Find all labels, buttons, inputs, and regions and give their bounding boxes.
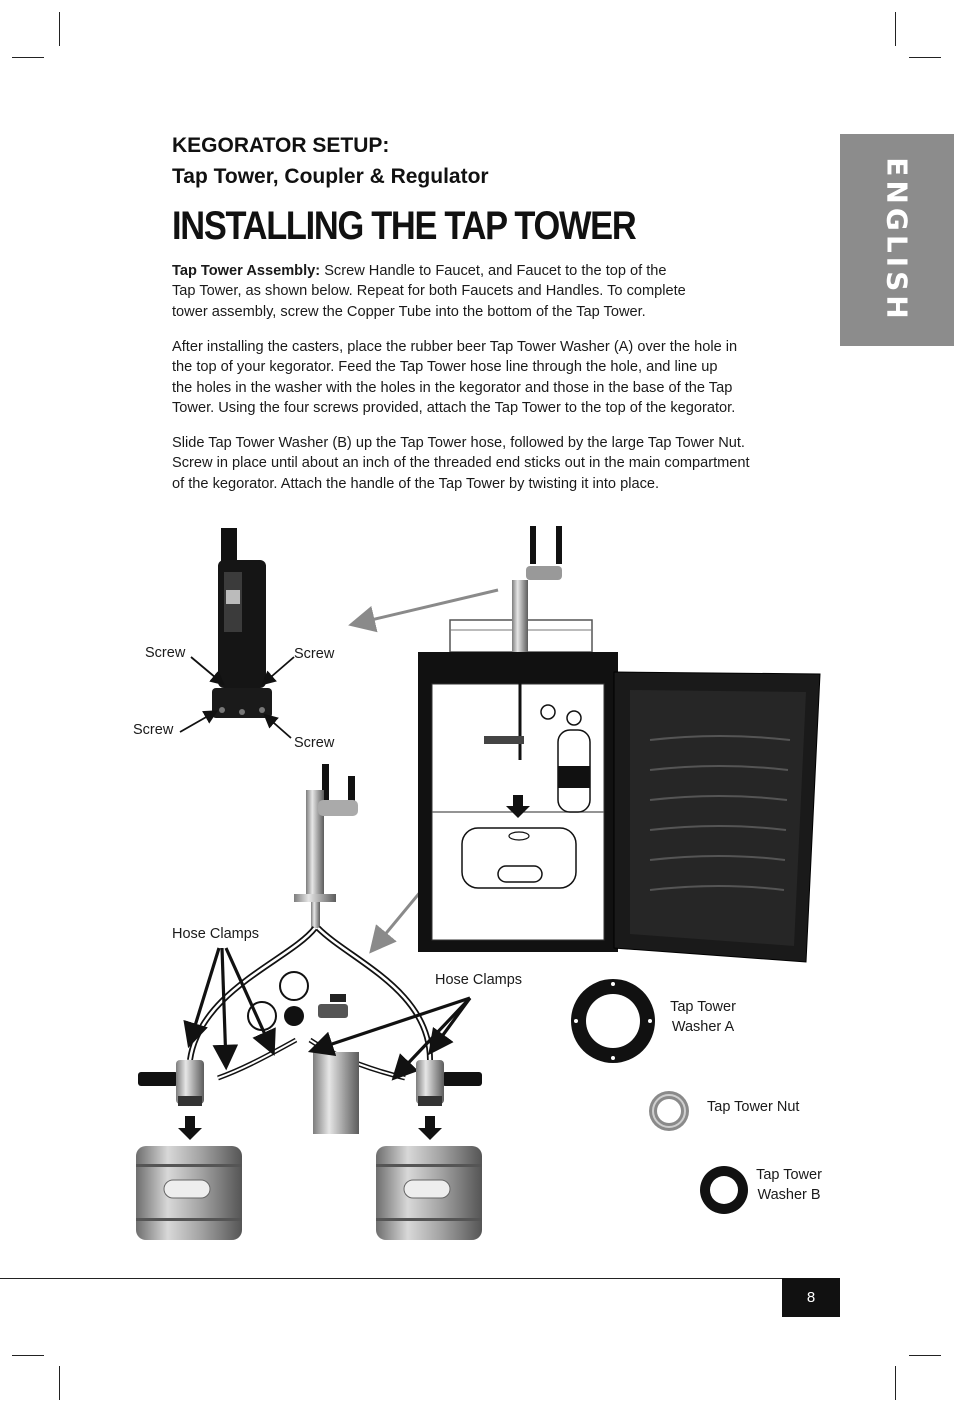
black-tap-tower xyxy=(212,528,272,718)
text-line: Screw Handle to Faucet, and Faucet to the top of the xyxy=(320,263,667,279)
page-number: 8 xyxy=(782,1278,840,1317)
label-tap-tower-nut: Tap Tower Nut xyxy=(707,1099,800,1115)
couplers xyxy=(138,1060,482,1106)
chrome-tap-tower xyxy=(294,764,358,928)
label-screw: Screw xyxy=(294,735,335,751)
pointer-arrow xyxy=(354,590,498,624)
label-line: Washer A xyxy=(671,1019,735,1035)
text-line: tower assembly, screw the Copper Tube into the bottom of the Tap Tower. xyxy=(172,303,646,320)
text-line: of the kegorator. Attach the handle of the Tap Tower by twisting it into place. xyxy=(172,475,660,492)
text-line: Screw in place until about an inch of the threaded end sticks out in the main compartment xyxy=(172,455,750,472)
label-hose-clamps: Hose Clamps xyxy=(172,926,260,942)
label-screw: Screw xyxy=(294,646,335,662)
label-washer-a xyxy=(666,997,740,1037)
text-line: the top of your kegorator. Feed the Tap Tower hose line through the hole, and line up xyxy=(172,359,718,376)
language-tab-label: ENGLISH xyxy=(880,157,914,323)
washer-b xyxy=(700,1166,748,1214)
text-line: After installing the casters, place the rubber beer Tap Tower Washer (A) over the hole in xyxy=(172,339,738,355)
label-line: Washer B xyxy=(757,1187,821,1203)
kicker-line-2: Tap Tower, Coupler & Regulator xyxy=(172,165,489,188)
text-line: Tap Tower, as shown below. Repeat for both Faucets and Handles. To complete xyxy=(172,283,686,300)
label-screw: Screw xyxy=(133,722,174,738)
label-line: Tap Tower xyxy=(756,1167,822,1183)
label-screw: Screw xyxy=(145,645,186,661)
text-line: the holes in the washer with the holes in the kegorator and those in the base of the Tap xyxy=(172,379,733,396)
label-line: Tap Tower xyxy=(670,999,736,1015)
kicker-line-1: KEGORATOR SETUP: xyxy=(172,134,390,157)
beer-kegs xyxy=(136,1146,482,1240)
label-hose-clamps: Hose Clamps xyxy=(435,972,523,988)
label-washer-b xyxy=(752,1165,826,1205)
tap-tower-nut xyxy=(649,1091,689,1131)
footer-rule xyxy=(0,1278,840,1279)
paragraph-lead: Tap Tower Assembly: xyxy=(172,263,321,279)
text-line: Slide Tap Tower Washer (B) up the Tap Tower hose, followed by the large Tap Tower Nut. xyxy=(172,435,745,451)
washer-a xyxy=(571,979,655,1063)
down-arrows xyxy=(178,1116,442,1140)
text-line: Tower. Using the four screws provided, attach the Tap Tower to the top of the kegorator. xyxy=(172,400,736,417)
co2-tank-regulator xyxy=(248,972,359,1134)
kegorator-unit xyxy=(418,526,820,962)
page-title: INSTALLING THE TAP TOWER xyxy=(172,204,636,248)
